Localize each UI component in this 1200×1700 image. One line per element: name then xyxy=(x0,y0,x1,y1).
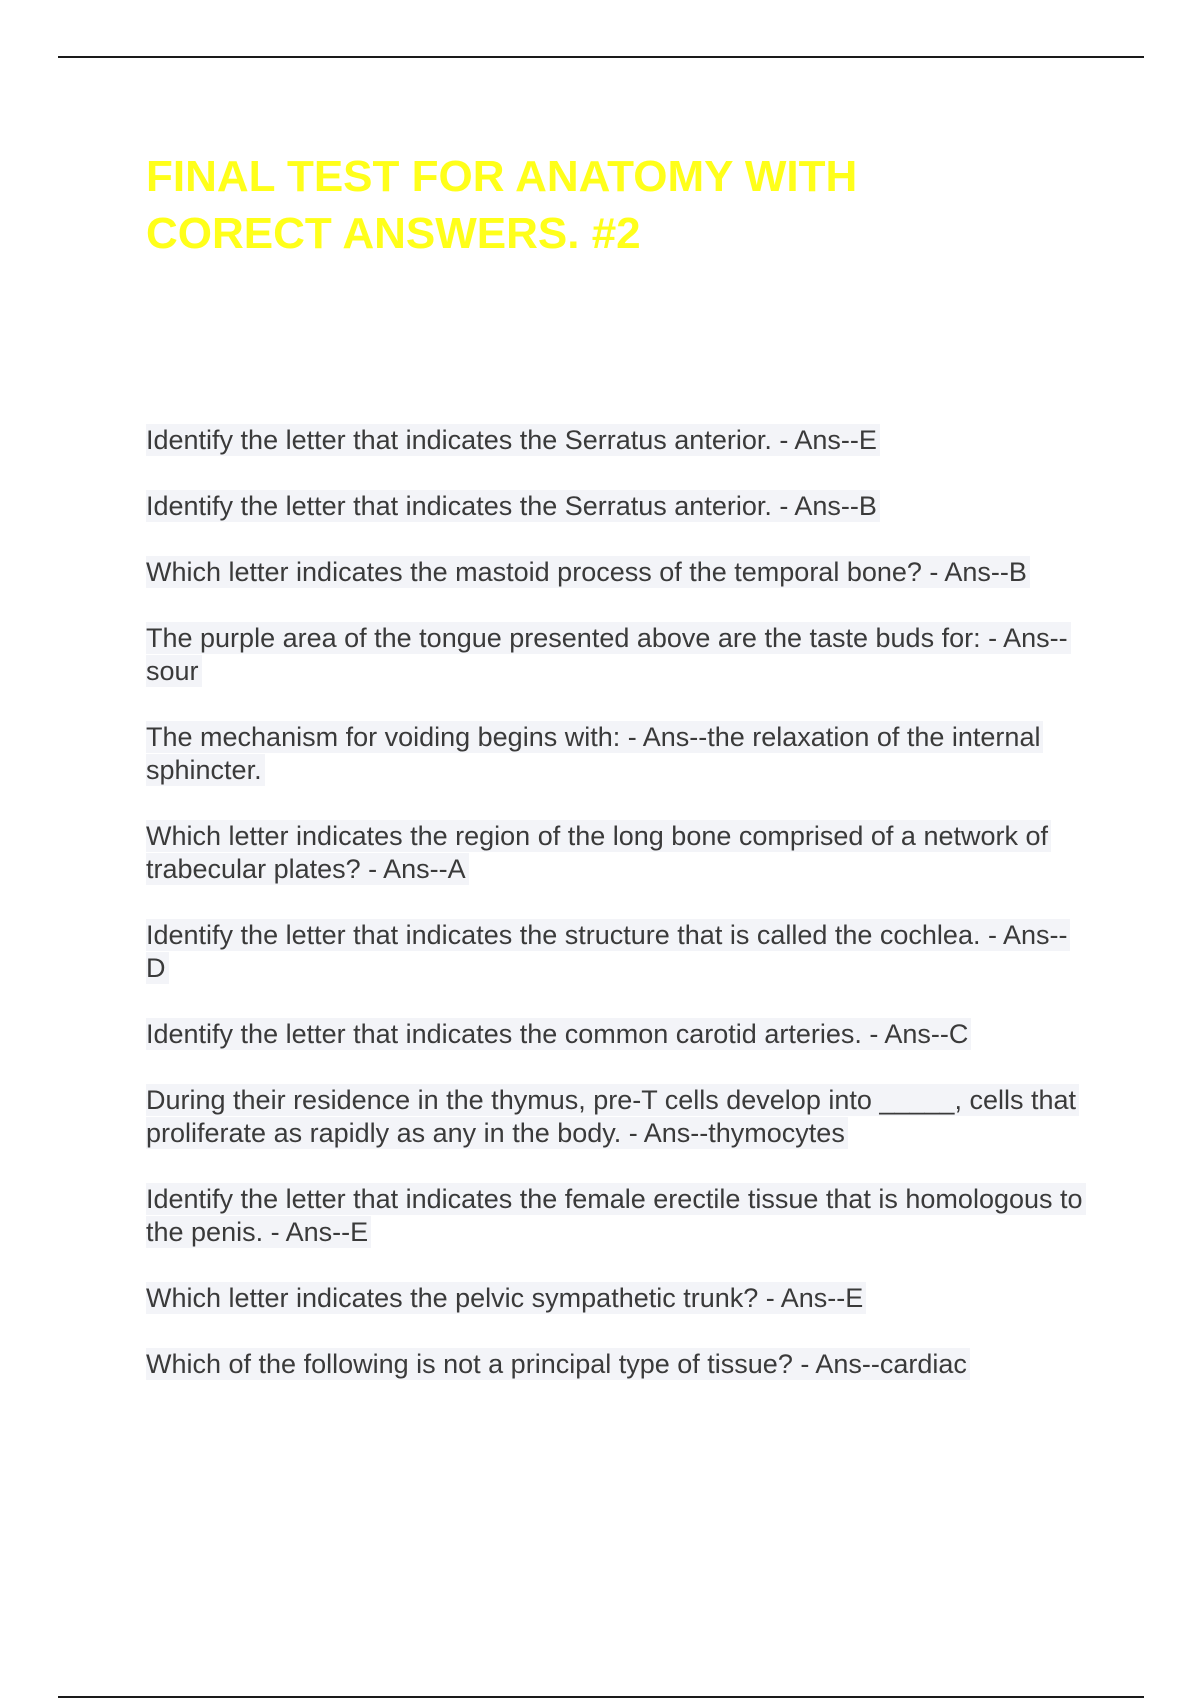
qa-text: Which of the following is not a principal type of tissue? - Ans--cardiac xyxy=(146,1348,970,1380)
top-divider xyxy=(58,56,1144,58)
qa-item xyxy=(146,820,1086,886)
document-title: FINAL TEST FOR ANATOMY WITH CORECT ANSWERS. #2 xyxy=(146,152,858,258)
qa-text: Which letter indicates the region of the long bone comprised of a network of trabecular plates? - Ans--A xyxy=(146,820,1051,885)
bottom-divider xyxy=(58,1696,1144,1698)
qa-item xyxy=(146,622,1086,688)
qa-text: The mechanism for voiding begins with: - Ans--the relaxation of the internal sphincter. xyxy=(146,721,1043,786)
qa-item xyxy=(146,424,1086,457)
qa-text: Which letter indicates the pelvic sympathetic trunk? - Ans--E xyxy=(146,1282,866,1314)
qa-text: Identify the letter that indicates the common carotid arteries. - Ans--C xyxy=(146,1018,971,1050)
qa-item xyxy=(146,1183,1086,1249)
qa-list xyxy=(146,424,1086,1414)
qa-item xyxy=(146,1018,1086,1051)
qa-text: Identify the letter that indicates the Serratus anterior. - Ans--E xyxy=(146,424,880,456)
qa-item xyxy=(146,490,1086,523)
qa-text: Identify the letter that indicates the female erectile tissue that is homologous to the penis. - Ans--E xyxy=(146,1183,1086,1248)
qa-text: Identify the letter that indicates the Serratus anterior. - Ans--B xyxy=(146,490,880,522)
qa-item xyxy=(146,1282,1086,1315)
qa-text: During their residence in the thymus, pre-T cells develop into _____, cells that proliferate as rapidly as any in the body. - Ans--thymocytes xyxy=(146,1084,1079,1149)
qa-item xyxy=(146,1084,1086,1150)
qa-item xyxy=(146,1348,1086,1381)
qa-item xyxy=(146,919,1086,985)
qa-text: Identify the letter that indicates the structure that is called the cochlea. - Ans--D xyxy=(146,919,1070,984)
qa-text: Which letter indicates the mastoid process of the temporal bone? - Ans--B xyxy=(146,556,1030,588)
qa-text: The purple area of the tongue presented above are the taste buds for: - Ans--sour xyxy=(146,622,1071,687)
qa-item xyxy=(146,721,1086,787)
qa-item xyxy=(146,556,1086,589)
